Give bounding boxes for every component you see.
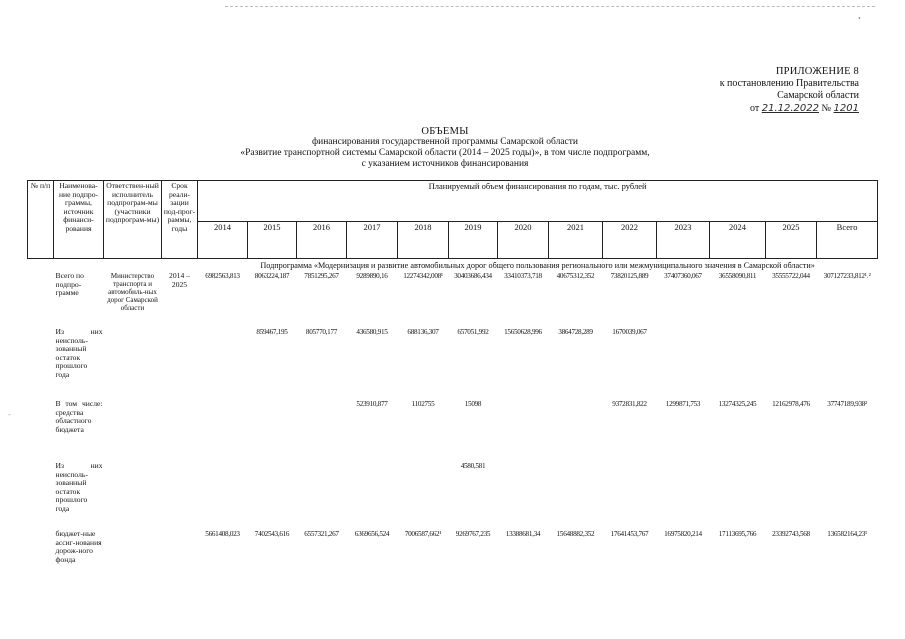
value-cell: 6557321,267	[304, 530, 339, 538]
value-cell: 1102755	[411, 400, 435, 408]
header-num: № п/п	[28, 181, 54, 259]
value-cell: 5661408,023	[205, 530, 240, 538]
annex-title: ПРИЛОЖЕНИЕ 8	[775, 66, 859, 77]
value-cell: 688136,307	[407, 328, 439, 336]
row-term: 2014 – 2025	[169, 272, 190, 289]
table-row	[28, 328, 878, 400]
value-cell	[549, 462, 603, 530]
value-cell: 30403686,434	[454, 272, 492, 280]
value-cell: 3864728,289	[558, 328, 593, 336]
value-cell: 1299871,753	[665, 400, 701, 408]
scan-speck: •	[858, 14, 861, 23]
heading-line-1: финансирования государственной программы Самарской области	[311, 137, 578, 147]
header-year: 2015	[248, 222, 297, 259]
value-cell: 17641453,767	[610, 530, 649, 538]
number-prefix: №	[821, 103, 832, 114]
value-cell	[198, 400, 248, 462]
value-cell: 9289890,16	[356, 272, 388, 280]
value-cell	[248, 462, 297, 530]
value-cell: 805770,177	[305, 328, 338, 336]
heading-line-3: с указанием источников финансирования	[361, 159, 529, 169]
value-cell: 7402543,616	[254, 530, 290, 538]
scan-speck: -	[8, 410, 11, 419]
value-cell: 436580,915	[356, 328, 388, 336]
value-cell	[603, 462, 657, 530]
value-cell: 1670039,067	[612, 328, 647, 336]
value-cell	[657, 462, 710, 530]
header-planned-volume: Планируемый объем финансирования по годам, тыс. рублей	[198, 181, 878, 222]
header-year: 2021	[549, 222, 603, 259]
number-value: 1201	[833, 103, 859, 114]
value-cell: 8063224,187	[254, 272, 290, 280]
row-label: Всего по подпро-грамме	[55, 272, 84, 297]
header-year: 2017	[347, 222, 398, 259]
value-cell	[766, 462, 817, 530]
heading-title: ОБЪЕМЫ	[421, 126, 469, 137]
value-cell: 35555722,044	[772, 272, 810, 280]
value-cell	[498, 462, 549, 530]
row-label: Из них неисполь-зованный остаток прошлого года	[55, 462, 103, 513]
subprogram-row	[28, 259, 878, 273]
value-cell: 37747189,938²	[827, 400, 867, 408]
table-row	[28, 530, 878, 596]
header-row-1	[28, 181, 878, 222]
row-term	[162, 530, 198, 596]
value-cell	[766, 328, 817, 400]
row-executor	[104, 530, 162, 596]
row-term	[162, 328, 198, 400]
value-cell: 523910,877	[356, 400, 388, 408]
annex-line-1: к постановлению Правительства	[719, 78, 859, 89]
value-cell: 657051,992	[457, 328, 489, 336]
value-cell: 17113695,766	[718, 530, 757, 538]
header-year: 2025	[766, 222, 817, 259]
row-executor	[104, 462, 162, 530]
header-year: 2014	[198, 222, 248, 259]
header-year: 2022	[603, 222, 657, 259]
header-year: 2016	[297, 222, 347, 259]
value-cell	[498, 400, 549, 462]
value-cell	[710, 328, 766, 400]
row-term	[162, 400, 198, 462]
annex-block	[720, 66, 859, 115]
value-cell: 13388681,34	[505, 530, 541, 538]
value-cell	[198, 328, 248, 400]
value-cell: 12162978,476	[772, 400, 810, 408]
value-cell: 12274342,008¹	[403, 272, 443, 280]
value-cell	[657, 328, 710, 400]
value-cell: 36558090,811	[718, 272, 757, 280]
header-term: Срок реали-зации под-прог-раммы, годы	[162, 181, 198, 259]
value-cell	[248, 400, 297, 462]
annex-date-line	[720, 103, 859, 115]
header-year: 2019	[449, 222, 498, 259]
date-prefix: от	[749, 103, 760, 114]
header-total: Всего	[817, 222, 878, 259]
table-row	[28, 462, 878, 530]
value-cell: 15098	[464, 400, 482, 408]
subprogram-title: Подпрограмма «Модернизация и развитие автомобильных дорог общего пользования регионального или межмуниципального значения в Самарской области»	[260, 261, 815, 270]
header-name: Наименова-ние подпро-граммы, источник финанси-рования	[54, 181, 104, 259]
value-cell	[198, 462, 248, 530]
value-cell	[549, 400, 603, 462]
value-cell: 33410373,718	[504, 272, 542, 280]
value-cell	[347, 462, 398, 530]
value-cell: 6982563,813	[205, 272, 240, 280]
value-cell	[398, 462, 449, 530]
value-cell	[817, 328, 878, 400]
header-year: 2023	[657, 222, 710, 259]
financing-table	[27, 180, 878, 596]
table-row	[28, 272, 878, 328]
value-cell: 16975820,214	[664, 530, 702, 538]
document-heading	[170, 126, 720, 170]
row-executor	[104, 328, 162, 400]
row-label: бюджет-ные ассиг-нования дорож-ного фонда	[55, 530, 102, 564]
row-label: В том числе: средства областного бюджета	[55, 400, 103, 434]
value-cell: 6369656,524	[354, 530, 390, 538]
value-cell: 9269767,235	[455, 530, 491, 538]
heading-line-2: «Развитие транспортной системы Самарской области (2014 – 2025 годы)», в том числе подпрограмм,	[240, 148, 650, 158]
value-cell: 859467,195	[256, 328, 288, 336]
value-cell	[297, 462, 347, 530]
row-label: Из них неисполь-зованный остаток прошлого года	[55, 328, 103, 379]
value-cell: 7851295,267	[304, 272, 339, 280]
value-cell	[297, 400, 347, 462]
row-executor: Министерство транспорта и автомобиль-ных дорог Самарской области	[107, 272, 158, 312]
value-cell: 15650628,996	[504, 328, 542, 336]
value-cell: 7006587,662¹	[404, 530, 442, 538]
row-executor	[104, 400, 162, 462]
header-year: 2018	[398, 222, 449, 259]
header-executor: Ответствен-ный исполнитель подпрограм-мы (участники подпрограм-мы)	[104, 181, 162, 259]
value-cell: 37407360,067	[664, 272, 702, 280]
value-cell: 23392743,568	[772, 530, 810, 538]
value-cell: 307127233,812¹˒²	[823, 272, 871, 280]
value-cell: 73820125,889	[610, 272, 649, 280]
value-cell: 13274325,245	[718, 400, 757, 408]
top-edge-rule	[225, 6, 875, 7]
table-row	[28, 400, 878, 462]
value-cell: 4580,581	[460, 462, 486, 470]
value-cell: 40675312,352	[556, 272, 595, 280]
header-year: 2024	[710, 222, 766, 259]
date-value: 21.12.2022	[761, 103, 819, 114]
annex-line-2: Самарской области	[777, 90, 859, 101]
row-term	[162, 462, 198, 530]
value-cell: 15648882,352	[556, 530, 595, 538]
value-cell: 136582164,23¹	[827, 530, 867, 538]
value-cell	[817, 462, 878, 530]
header-year: 2020	[498, 222, 549, 259]
value-cell	[710, 462, 766, 530]
value-cell: 9372831,822	[612, 400, 647, 408]
